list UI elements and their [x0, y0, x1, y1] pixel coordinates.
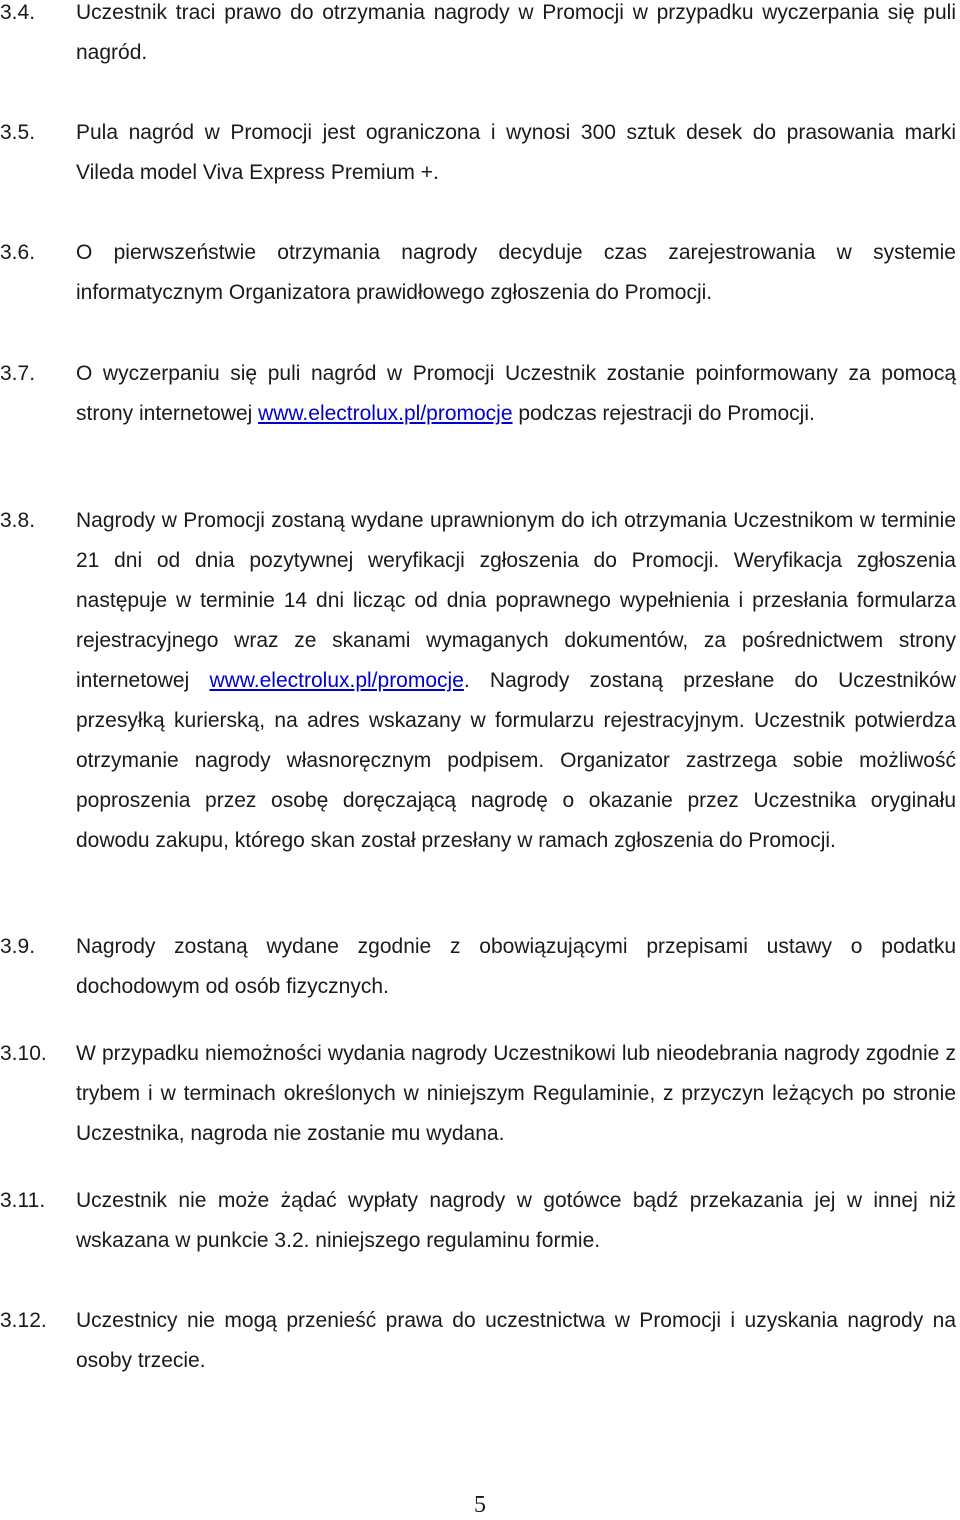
clause-number: 3.12. — [0, 1309, 47, 1332]
electrolux-promo-link[interactable]: www.electrolux.pl/promocje — [258, 402, 513, 425]
clause-number: 3.9. — [0, 935, 36, 958]
electrolux-promo-link[interactable]: www.electrolux.pl/promocje — [209, 669, 464, 692]
clause-text-before: Nagrody w Promocji zostaną wydane uprawnionym do ich otrzymania Uczestnikom w terminie 21 dni od dnia pozytywnej weryfikacji zgłoszenia do Promocji. Weryfikacja zgłoszenia następuje w terminie 14 dni licząc od dnia poprawnego wypełnienia i przesłania formularza rejestracyjnego wraz ze skanami wymaganych dokumentów, za pośrednictwem strony internetowej — [76, 509, 956, 692]
page-number: 5 — [474, 1492, 486, 1518]
clause-text — [76, 354, 956, 434]
clause-text: Uczestnicy nie mogą przenieść prawa do uczestnictwa w Promocji i uzyskania nagrody na osoby trzecie. — [76, 1309, 956, 1372]
clause-number: 3.11. — [0, 1189, 46, 1212]
clause-text: W przypadku niemożności wydania nagrody Uczestnikowi lub nieodebrania nagrody zgodnie z trybem i w terminach określonych w niniejszym Regulaminie, z przyczyn leżących po stronie Uczestnika, nagroda nie zostanie mu wydana. — [76, 1042, 956, 1145]
clause-number: 3.10. — [0, 1042, 47, 1065]
clause-text-after: podczas rejestracji do Promocji. — [512, 402, 815, 425]
clause-text: O pierwszeństwie otrzymania nagrody decyduje czas zarejestrowania w systemie informatycznym Organizatora prawidłowego zgłoszenia do Promocji. — [76, 241, 956, 304]
clause-text: Pula nagród w Promocji jest ograniczona i wynosi 300 sztuk desek do prasowania marki Vileda model Viva Express Premium +. — [76, 121, 956, 184]
clause-text: Nagrody zostaną wydane zgodnie z obowiązującymi przepisami ustawy o podatku dochodowym od osób fizycznych. — [76, 935, 956, 998]
clause-text — [76, 501, 956, 861]
clause-text: Uczestnik nie może żądać wypłaty nagrody w gotówce bądź przekazania jej w innej niż wskazana w punkcie 3.2. niniejszego regulaminu formie. — [76, 1189, 956, 1252]
clause-number: 3.4. — [0, 1, 36, 24]
clause-number: 3.7. — [0, 362, 36, 385]
clause-number: 3.5. — [0, 121, 36, 144]
clause-text: Uczestnik traci prawo do otrzymania nagrody w Promocji w przypadku wyczerpania się puli nagród. — [76, 1, 956, 64]
clause-number: 3.8. — [0, 509, 36, 532]
clause-text-after: . Nagrody zostaną przesłane do Uczestników przesyłką kurierską, na adres wskazany w formularzu rejestracyjnym. Uczestnik potwierdza otrzymanie nagrody własnoręcznym podpisem. Organizator zastrzega sobie możliwość poproszenia przez osobę doręczającą nagrodę o okazanie przez Uczestnika oryginału dowodu zakupu, którego skan został przesłany w ramach zgłoszenia do Promocji. — [76, 669, 956, 852]
clause-text-before: O wyczerpaniu się puli nagród w Promocji Uczestnik zostanie poinformowany za pomocą strony internetowej — [76, 362, 956, 425]
clause-number: 3.6. — [0, 241, 36, 264]
